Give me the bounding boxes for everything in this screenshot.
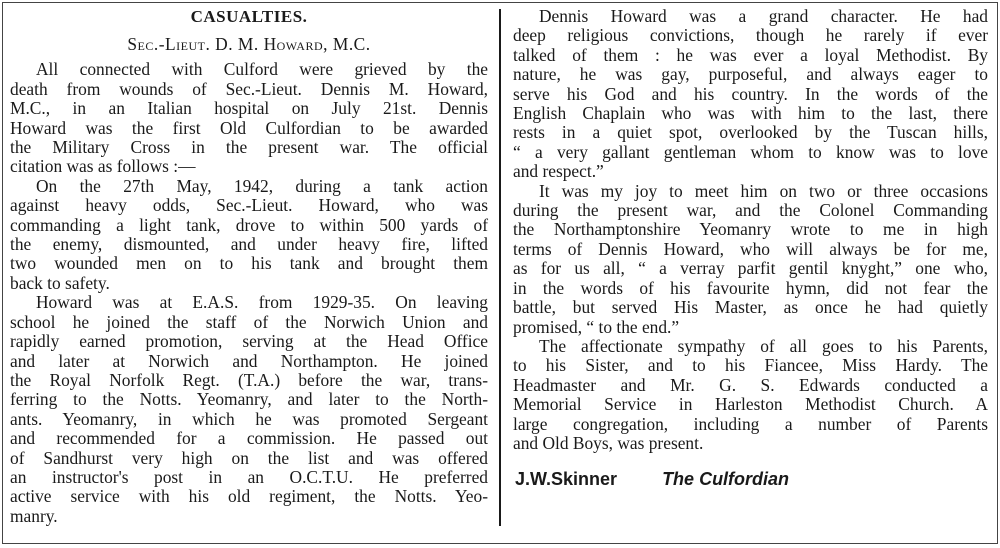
- right-text-line: talked of them : he was ever a loyal Methodist. By: [513, 44, 988, 65]
- right-text-line: serve his God and his country. In the words of the: [513, 83, 988, 104]
- left-text-line: of Sandhurst very high on the list and was offered: [10, 447, 488, 468]
- left-text-line: Howard was at E.A.S. from 1929-35. On leaving: [36, 292, 488, 313]
- left-text-line: school he joined the staff of the Norwich Union and: [10, 311, 488, 332]
- left-column: [10, 7, 488, 526]
- right-text-line: Dennis Howard was a grand character. He had: [539, 6, 988, 26]
- left-text-line: back to safety.: [10, 272, 110, 293]
- left-text-line: the Military Cross in the present war. The official: [10, 137, 488, 158]
- right-text-line: in the words of his favourite hymn, did not fear the: [513, 277, 988, 298]
- subheading-name: D. M. Howard,: [215, 34, 328, 54]
- right-text-line: English Chaplain who was with him to the last, there: [513, 103, 988, 124]
- right-text-line: as for us all, “ a verray parfit gentil knyght,” one who,: [513, 258, 988, 279]
- left-text-line: manry.: [10, 505, 58, 526]
- right-text-line: the Northamptonshire Yeomanry wrote to me in high: [513, 219, 988, 240]
- right-text-line: promised, “ to the end.”: [513, 316, 680, 337]
- credits: [515, 469, 789, 490]
- left-text-line: the Royal Norfolk Regt. (T.A.) before the war, trans-: [10, 369, 488, 390]
- left-text-line: ferring to the Notts. Yeomanry, and later to the North-: [10, 389, 488, 410]
- subheading-rank: Sec.-Lieut.: [127, 34, 211, 54]
- right-column: [513, 7, 988, 453]
- article-subheading: [10, 35, 488, 54]
- right-text-line: to his Sister, and to his Fiancee, Miss Hardy. The: [513, 355, 988, 376]
- left-text-line: an instructor's post in an O.C.T.U. He preferred: [10, 466, 488, 487]
- right-text-line: deep religious convictions, though he rarely if ever: [513, 25, 988, 46]
- right-text-line: It was my joy to meet him on two or three occasions: [539, 180, 988, 201]
- column-divider: [499, 9, 501, 526]
- left-text-line: citation was as follows :—: [10, 156, 196, 177]
- article-heading: CASUALTIES.: [190, 7, 308, 26]
- credit-publication: The Culfordian: [662, 469, 790, 489]
- right-text-line: and Old Boys, was present.: [513, 432, 704, 453]
- right-text-line: battle, but served His Master, as once he had quietly: [513, 297, 988, 318]
- right-text-line: Headmaster and Mr. G. S. Edwards conducted a: [513, 374, 988, 395]
- left-text-line: Howard was the first Old Culfordian to be awarded: [10, 117, 488, 138]
- newspaper-clipping: [2, 2, 998, 544]
- subheading-award: M.C.: [332, 34, 371, 54]
- right-text-line: during the present war, and the Colonel Commanding: [513, 200, 988, 221]
- left-body-text: [10, 60, 488, 526]
- right-text-line: Memorial Service in Harleston Methodist Church. A: [513, 394, 988, 415]
- right-body-text: [513, 7, 988, 453]
- left-text-line: rapidly earned promotion, serving at the Head Office: [10, 331, 488, 352]
- right-text-line: large congregation, including a number of Parents: [513, 413, 988, 434]
- left-text-line: commanding a light tank, drove to within 500 yards of: [10, 214, 488, 235]
- left-text-line: two wounded men on to his tank and brought them: [10, 253, 488, 274]
- left-text-line: and recommended for a commission. He passed out: [10, 428, 488, 449]
- left-text-line: against heavy odds, Sec.-Lieut. Howard, who was: [10, 195, 488, 216]
- right-text-line: nature, he was gay, purposeful, and always eager to: [513, 64, 988, 85]
- left-text-line: M.C., in an Italian hospital on July 21st. Dennis: [10, 98, 488, 119]
- left-text-line: active service with his old regiment, the Notts. Yeo-: [10, 486, 488, 507]
- right-text-line: The affectionate sympathy of all goes to his Parents,: [539, 335, 988, 356]
- right-text-line: “ a very gallant gentleman whom to know was to love: [513, 141, 988, 162]
- left-text-line: On the 27th May, 1942, during a tank action: [36, 175, 488, 196]
- left-text-line: and later at Norwich and Northampton. He joined: [10, 350, 488, 371]
- right-text-line: terms of Dennis Howard, who will always be for me,: [513, 238, 988, 259]
- left-text-line: ants. Yeomanry, in which he was promoted Sergeant: [10, 408, 488, 429]
- left-text-line: All connected with Culford were grieved by the: [36, 59, 488, 80]
- right-text-line: and respect.”: [513, 161, 604, 182]
- left-text-line: death from wounds of Sec.-Lieut. Dennis M. Howard,: [10, 78, 488, 99]
- left-text-line: the enemy, dismounted, and under heavy fire, lifted: [10, 234, 488, 255]
- credit-author: J.W.Skinner: [515, 469, 618, 489]
- right-text-line: rests in a quiet spot, overlooked by the Tuscan hills,: [513, 122, 988, 143]
